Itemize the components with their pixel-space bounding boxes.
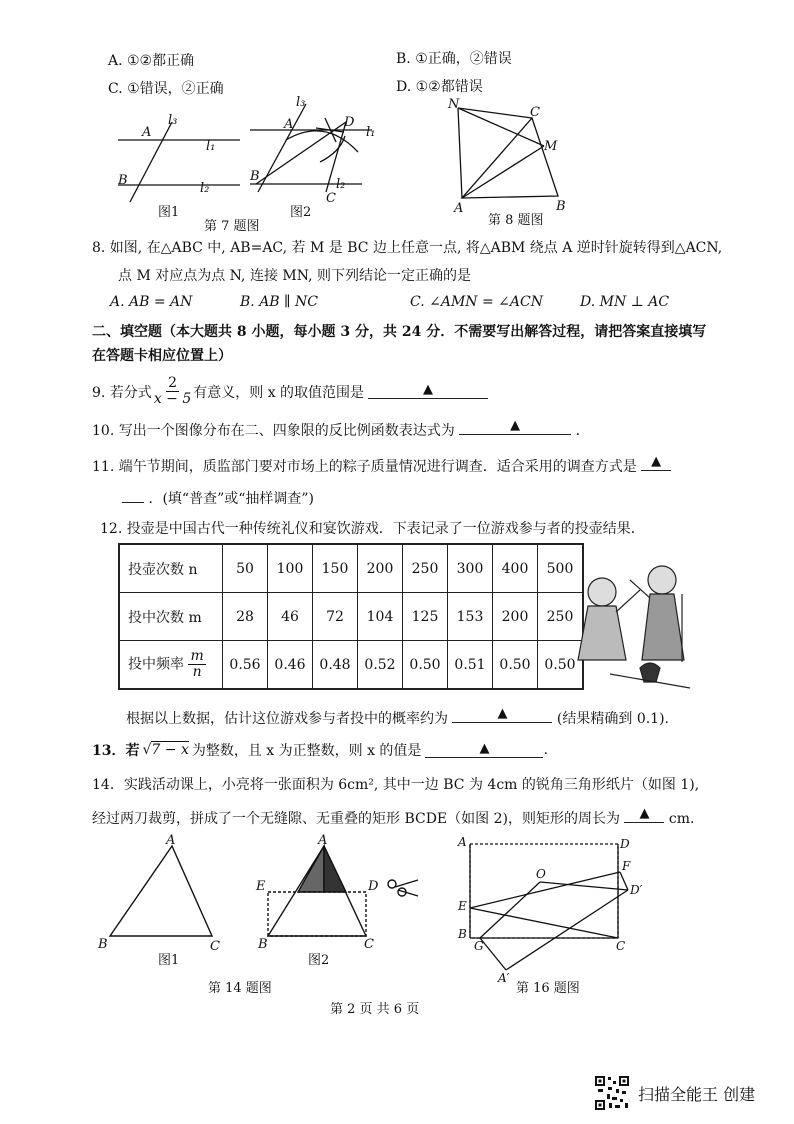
q13-answer-blank[interactable] — [425, 740, 543, 758]
question-12: 12. 投壶是中国古代一种传统礼仪和宴饮游戏．下表记录了一位游戏参与者的投壶结果． — [100, 521, 645, 537]
fig8-point: C — [530, 105, 540, 120]
blank-mark-icon: ▲ — [651, 454, 662, 469]
q9-answer-blank[interactable] — [368, 384, 488, 399]
table-cell: 0.50 — [538, 641, 584, 690]
table-cell: 200 — [493, 593, 538, 641]
q14-line2-suffix: cm. — [668, 811, 695, 827]
q11-line1: 11. 端午节期间，质监部门要对市场上的粽子质量情况进行调查．适合采用的调查方式是 — [92, 459, 637, 475]
fig16-point: C — [616, 939, 626, 953]
question-9 — [92, 376, 488, 407]
section-2-heading-cont: 在答题卡相应位置上） — [92, 348, 232, 364]
freq-numerator: m — [190, 648, 204, 664]
q8-stem-line1: 8. 如图, 在△ABC 中, AB=AC, 若 M 是 BC 边上任意一点, 将△ABM 绕点 A 逆时针旋转得到△ACN, — [92, 240, 723, 256]
q8-stem-line2: 点 M 对应点为点 N, 连接 MN, 则下列结论一定正确的是 — [118, 268, 471, 284]
table-row — [119, 593, 583, 641]
q9-prefix: 9. 若分式 — [92, 384, 152, 401]
q9-numerator: 2 — [168, 375, 177, 391]
q10-text: 10. 写出一个图像分布在二、四象限的反比例函数表达式为 — [92, 423, 455, 439]
fig16-point: F — [622, 859, 631, 873]
fig7-2-point: D — [344, 115, 355, 130]
fig16-point: E — [458, 899, 467, 913]
fig16-point: D — [620, 837, 630, 851]
fig7-1-point: A — [142, 125, 152, 140]
fig8-point: N — [448, 97, 460, 112]
question-14-line2 — [92, 808, 694, 828]
q11-line2: ．(填“普查”或“抽样调查”) — [148, 491, 315, 507]
table-cell: 0.56 — [223, 641, 268, 690]
fig14-2-point: C — [364, 937, 374, 952]
blank-mark-icon: ▲ — [510, 418, 521, 433]
fig7-2-line: l₁ — [366, 125, 376, 140]
blank-mark-icon: ▲ — [497, 706, 508, 721]
q13-sqrt-icon: √7 − x — [142, 742, 189, 758]
toss-results-table — [118, 543, 584, 690]
fig7-2-point: C — [326, 191, 336, 206]
question-10 — [92, 420, 580, 440]
fig7-1-caption: 图1 — [158, 205, 180, 220]
fig7-caption: 第 7 题图 — [204, 219, 260, 232]
q13-prefix: 13．若 — [92, 743, 140, 759]
table-cell: 250 — [403, 544, 448, 593]
fig7-1-point: B — [118, 173, 128, 188]
table-cell: 0.51 — [448, 641, 493, 690]
table-row — [119, 544, 583, 593]
fig14-1-point: B — [98, 937, 108, 952]
fig7-2-point: B — [250, 169, 260, 184]
q7-option-c: C. ①错误，②正确 — [108, 81, 224, 97]
fig16-point: D′ — [630, 883, 643, 897]
row-label-attempts: 投壶次数 n — [119, 544, 223, 593]
fig14-2-point: E — [256, 879, 266, 894]
q12-after-prefix: 根据以上数据，估计这位游戏参与者投中的概率约为 — [126, 711, 448, 727]
fig14-2-point: A — [318, 834, 328, 848]
fig7-2-caption: 图2 — [290, 205, 312, 220]
q8-option-c: C. ∠AMN = ∠ACN — [410, 294, 543, 310]
fig16-point: G — [474, 939, 484, 953]
fig14-1-caption: 图1 — [158, 953, 180, 968]
row-label-frequency — [119, 641, 223, 690]
q9-denominator: x − 5 — [153, 391, 192, 407]
q11-answer-blank-tail — [122, 488, 144, 503]
q8-option-b: B. AB ∥ NC — [240, 294, 318, 310]
q14-answer-blank[interactable] — [624, 808, 664, 823]
q9-suffix: 有意义，则 x 的取值范围是 — [193, 384, 365, 401]
section-2-heading: 二、填空题（本大题共 8 小题，每小题 3 分，共 24 分．不需要写出解答过程，请把答案直接填写 — [92, 324, 707, 340]
fig14-2-caption: 图2 — [308, 953, 330, 968]
question-12-conclusion — [126, 708, 669, 728]
table-cell: 0.48 — [313, 641, 358, 690]
figure-14 — [92, 834, 442, 1000]
q8-option-a: A. AB = AN — [110, 294, 193, 310]
table-cell: 150 — [313, 544, 358, 593]
question-11 — [92, 456, 671, 476]
table-cell: 500 — [538, 544, 584, 593]
q13-radicand: 7 − x — [151, 742, 189, 758]
fig7-2-line: l₂ — [336, 177, 346, 192]
touhu-illustration — [570, 550, 700, 695]
table-cell: 50 — [223, 544, 268, 593]
q7-option-d: D. ①②都错误 — [396, 79, 483, 95]
figure-16 — [450, 832, 650, 998]
q13-end: . — [543, 742, 548, 758]
fig8-caption: 第 8 题图 — [488, 213, 544, 228]
question-14-line1 — [92, 774, 699, 794]
fig8-point: A — [454, 201, 464, 216]
fig16-point: B — [458, 927, 467, 941]
table-row — [119, 641, 583, 690]
q10-answer-blank[interactable] — [459, 420, 571, 435]
q14-line1: 14．实践活动课上，小亮将一张面积为 6cm², 其中一边 BC 为 4cm 的锐角三角形纸片（如图 1), — [92, 777, 700, 793]
table-cell: 0.50 — [403, 641, 448, 690]
fig16-point: A — [458, 835, 467, 849]
table-cell: 400 — [493, 544, 538, 593]
figure-7 — [100, 92, 390, 232]
q10-end: . — [575, 423, 581, 439]
fig7-1-line: l₂ — [200, 181, 210, 196]
fig14-2-point: B — [258, 937, 268, 952]
table-cell: 104 — [358, 593, 403, 641]
fig7-2-point: A — [284, 117, 294, 132]
q13-middle: 为整数，且 x 为正整数，则 x 的值是 — [191, 743, 422, 759]
table-cell: 72 — [313, 593, 358, 641]
scanner-watermark: 扫描全能王 创建 — [638, 1085, 756, 1104]
qr-code-icon — [594, 1075, 630, 1111]
row-label-hits: 投中次数 m — [119, 593, 223, 641]
table-cell: 0.46 — [268, 641, 313, 690]
fig8-point: B — [556, 199, 566, 214]
fig16-point: O — [536, 867, 546, 881]
q12-after-suffix: (结果精确到 0.1). — [556, 711, 669, 727]
q14-line2-prefix: 经过两刀裁剪，拼成了一个无缝隙、无重叠的矩形 BCDE（如图 2)，则矩形的周长为 — [92, 811, 620, 827]
fig7-1-line: l₃ — [168, 113, 178, 128]
fig14-2-point: D — [368, 879, 379, 894]
q7-option-b: B. ①正确，②错误 — [396, 51, 512, 67]
table-cell: 0.50 — [493, 641, 538, 690]
row-label-frequency-text: 投中频率 — [128, 656, 184, 673]
q12-answer-blank[interactable] — [452, 708, 552, 723]
fig14-caption: 第 14 题图 — [208, 981, 272, 996]
q8-option-d: D. MN ⊥ AC — [580, 294, 670, 310]
blank-mark-icon: ▲ — [479, 740, 490, 756]
fig14-1-point: C — [210, 939, 220, 954]
fig7-1-line: l₁ — [206, 139, 216, 154]
table-cell: 300 — [448, 544, 493, 593]
table-cell: 250 — [538, 593, 584, 641]
page-footer: 第 2 页 共 6 页 — [330, 1002, 420, 1017]
table-cell: 46 — [268, 593, 313, 641]
freq-denominator: n — [192, 664, 202, 680]
table-cell: 200 — [358, 544, 403, 593]
frequency-fraction — [188, 649, 205, 680]
table-cell: 100 — [268, 544, 313, 593]
fig16-caption: 第 16 题图 — [516, 981, 580, 996]
table-cell: 28 — [223, 593, 268, 641]
fig7-2-line: l₃ — [296, 95, 306, 110]
question-11-cont — [122, 488, 314, 508]
fig16-point: A′ — [498, 971, 510, 985]
q11-answer-blank[interactable] — [641, 456, 671, 471]
fig8-point: M — [544, 139, 558, 154]
q7-option-a: A. ①②都正确 — [108, 53, 195, 69]
question-13 — [92, 740, 548, 760]
figure-8 — [440, 96, 590, 228]
blank-mark-icon: ▲ — [639, 806, 650, 821]
q9-fraction — [152, 376, 193, 407]
table-cell: 153 — [448, 593, 493, 641]
table-cell: 125 — [403, 593, 448, 641]
blank-mark-icon: ▲ — [423, 382, 434, 397]
table-cell: 0.52 — [358, 641, 403, 690]
fig14-1-point: A — [166, 834, 176, 848]
